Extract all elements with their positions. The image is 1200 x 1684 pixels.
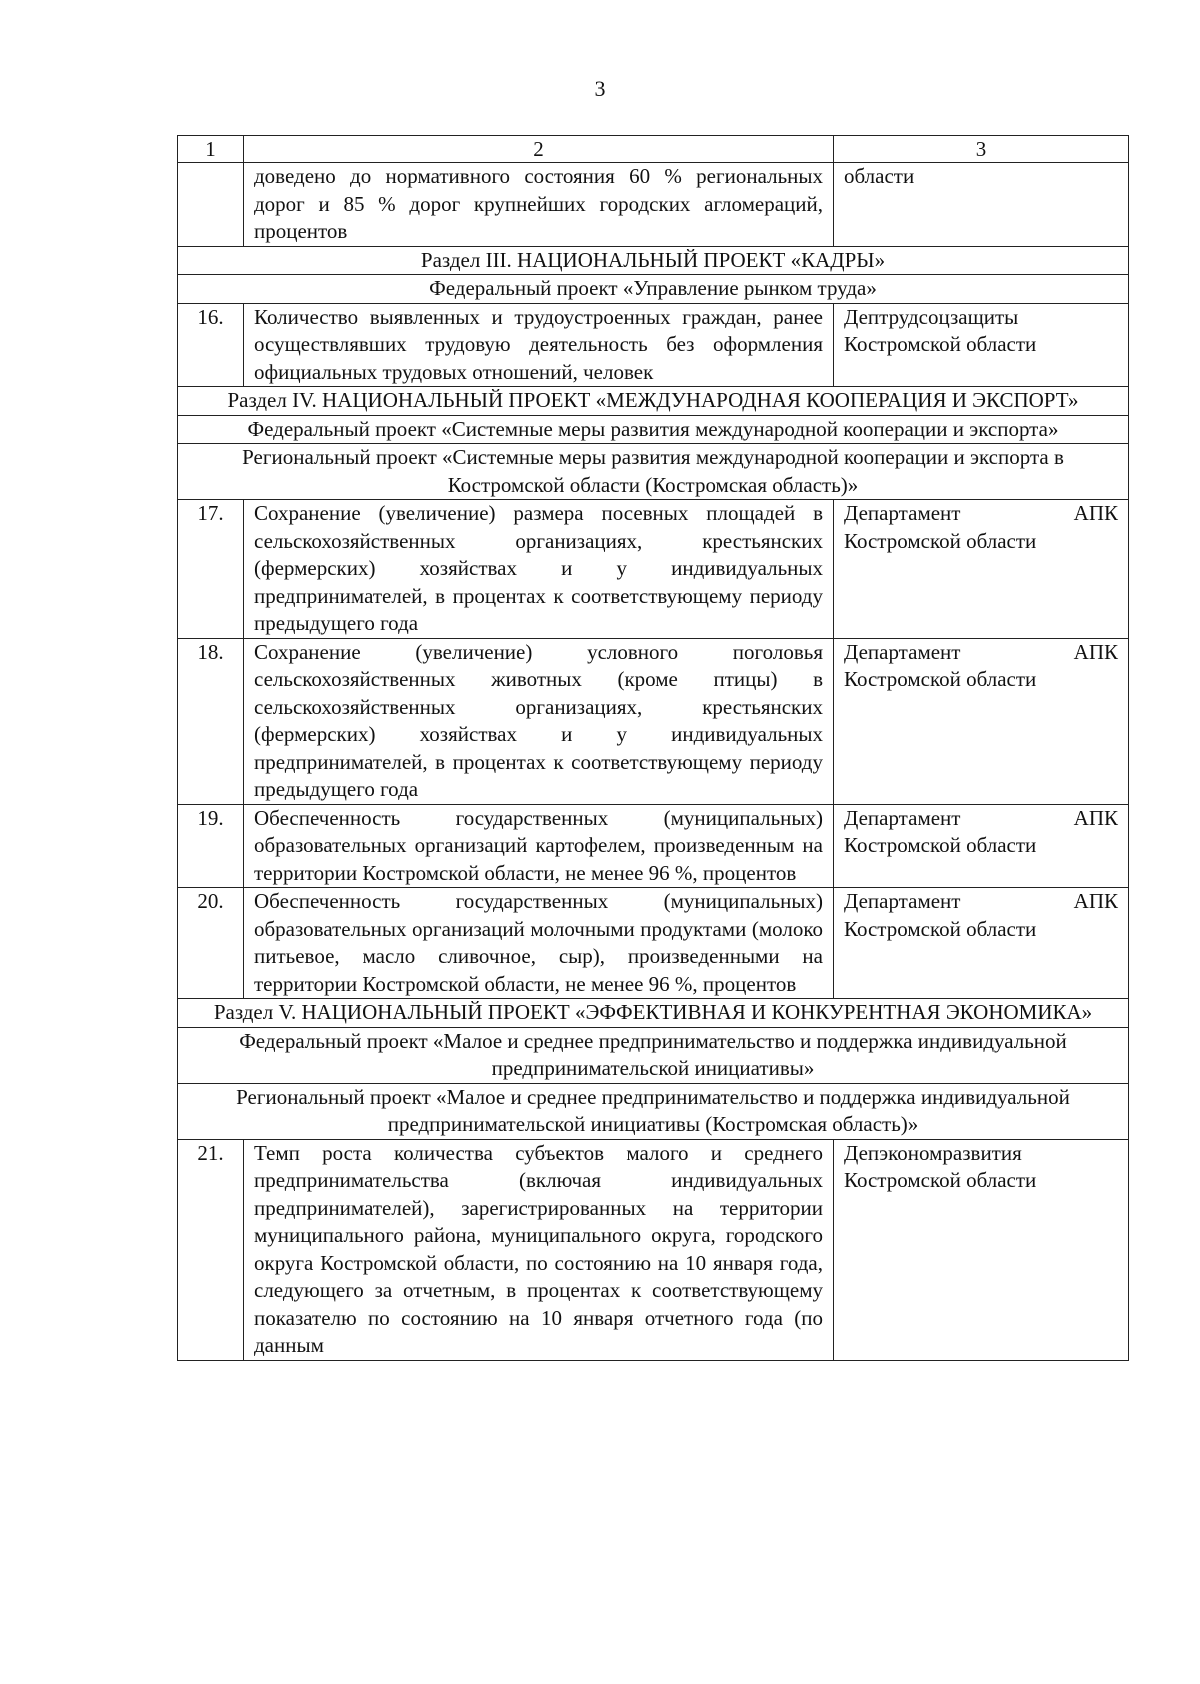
responsible-region: Костромской области (844, 916, 1037, 941)
row-number (178, 163, 244, 247)
responsible-region: Костромской области (844, 667, 1037, 691)
indicator-text: Сохранение (увеличение) размера посевных площадей в сельскохозяйственных организациях, крестьянских (фермерских) хозяйствах и у индивидуальных предпринимателей, в процентах к соответствующему периоду предыдущего года (244, 500, 834, 639)
section-row (178, 275, 1129, 304)
responsible-cell (834, 638, 1129, 804)
indicator-text: Количество выявленных и трудоустроенных граждан, ранее осуществлявших трудовую деятельность без оформления официальных трудовых отношений, человек (244, 303, 834, 387)
table-row (178, 1139, 1129, 1360)
row-number: 17. (178, 500, 244, 639)
row-number: 19. (178, 804, 244, 888)
responsible-department: Департамент (844, 639, 961, 664)
section-heading: Раздел IV. НАЦИОНАЛЬНЫЙ ПРОЕКТ «МЕЖДУНАРОДНАЯ КООПЕРАЦИЯ И ЭКСПОРТ» (178, 387, 1129, 416)
indicators-table (177, 135, 1129, 1361)
section-heading: Раздел V. НАЦИОНАЛЬНЫЙ ПРОЕКТ «ЭФФЕКТИВНАЯ И КОНКУРЕНТНАЯ ЭКОНОМИКА» (178, 999, 1129, 1028)
row-number: 16. (178, 303, 244, 387)
section-row (178, 1027, 1129, 1083)
section-row (178, 444, 1129, 500)
indicator-text: доведено до нормативного состояния 60 % региональных дорог и 85 % дорог крупнейших городских агломераций, процентов (244, 163, 834, 247)
responsible-cell (834, 804, 1129, 888)
responsible-abbreviation: АПК (1073, 501, 1118, 525)
section-row (178, 415, 1129, 444)
responsible-abbreviation: АПК (1073, 889, 1118, 913)
responsible-department: Департамент (844, 805, 961, 830)
column-number-3: 3 (834, 136, 1129, 163)
table-row (178, 804, 1129, 888)
responsible-text: Депэкономразвития Костромской области (834, 1139, 1129, 1360)
responsible-cell (834, 500, 1129, 639)
column-number-2: 2 (244, 136, 834, 163)
table-row (178, 303, 1129, 387)
section-row (178, 246, 1129, 275)
row-number: 18. (178, 638, 244, 804)
responsible-cell (834, 888, 1129, 999)
responsible-department: Департамент (844, 889, 961, 913)
responsible-text: области (834, 163, 1129, 247)
responsible-department: Департамент (844, 501, 961, 525)
column-number-row (178, 136, 1129, 163)
page-number: 3 (594, 76, 606, 101)
section-row (178, 1083, 1129, 1139)
row-number: 21. (178, 1139, 244, 1360)
table-row (178, 638, 1129, 804)
responsible-text: Дептрудсоцзащиты Костромской области (834, 303, 1129, 387)
regional-project-heading: Региональный проект «Малое и среднее предпринимательство и поддержка индивидуальной предпринимательской инициативы (Костромская область)» (178, 1083, 1129, 1139)
row-number: 20. (178, 888, 244, 999)
indicator-text: Обеспеченность государственных (муниципальных) образовательных организаций картофелем, произведенным на территории Костромской области, не менее 96 %, процентов (244, 804, 834, 888)
section-row (178, 387, 1129, 416)
table-row (178, 888, 1129, 999)
regional-project-heading: Региональный проект «Системные меры развития международной кооперации и экспорта в Костромской области (Костромская область)» (178, 444, 1129, 500)
federal-project-heading: Федеральный проект «Системные меры развития международной кооперации и экспорта» (178, 415, 1129, 444)
responsible-abbreviation: АПК (1073, 639, 1118, 664)
table-row (178, 163, 1129, 247)
responsible-region: Костромской области (844, 833, 1037, 857)
table-row (178, 500, 1129, 639)
indicator-text: Сохранение (увеличение) условного поголовья сельскохозяйственных животных (кроме птицы) в сельскохозяйственных организациях, крестьянских (фермерских) хозяйствах и у индивидуальных предпринимателей, в процентах к соответствующему периоду предыдущего года (244, 638, 834, 804)
column-number-1: 1 (178, 136, 244, 163)
federal-project-heading: Федеральный проект «Управление рынком труда» (178, 275, 1129, 304)
federal-project-heading: Федеральный проект «Малое и среднее предпринимательство и поддержка индивидуальной предпринимательской инициативы» (178, 1027, 1129, 1083)
section-heading: Раздел III. НАЦИОНАЛЬНЫЙ ПРОЕКТ «КАДРЫ» (178, 246, 1129, 275)
section-row (178, 999, 1129, 1028)
responsible-abbreviation: АПК (1073, 805, 1118, 830)
indicator-text: Темп роста количества субъектов малого и среднего предпринимательства (включая индивидуальных предпринимателей), зарегистрированных на территории муниципального района, муниципального округа, городского округа Костромской области, по состоянию на 10 января года, следующего за отчетным, в процентах к соответствующему показателю по состоянию на 10 января отчетного года (по данным (244, 1139, 834, 1360)
indicator-text: Обеспеченность государственных (муниципальных) образовательных организаций молочными продуктами (молоко питьевое, масло сливочное, сыр), произведенными на территории Костромской области, не менее 96 %, процентов (244, 888, 834, 999)
responsible-region: Костромской области (844, 528, 1037, 553)
